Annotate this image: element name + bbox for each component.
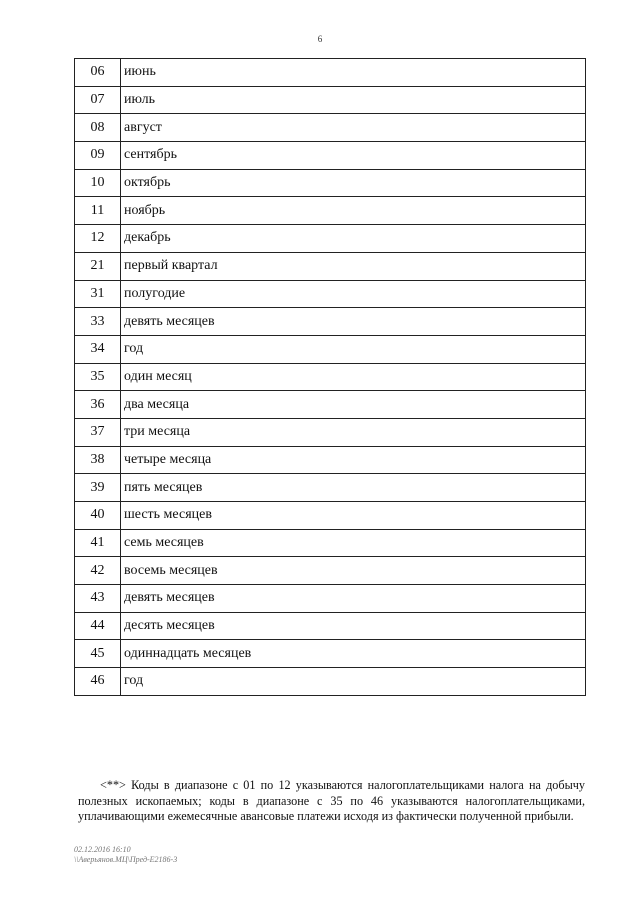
period-name-cell: десять месяцев	[121, 612, 586, 640]
table-row	[75, 474, 586, 502]
period-code-cell: 46	[75, 668, 121, 696]
period-code-cell: 33	[75, 308, 121, 336]
period-code-cell: 08	[75, 114, 121, 142]
period-name-cell: один месяц	[121, 363, 586, 391]
table-row	[75, 225, 586, 253]
period-code-cell: 34	[75, 335, 121, 363]
period-name-cell: полугодие	[121, 280, 586, 308]
period-name-cell: три месяца	[121, 418, 586, 446]
table-row	[75, 391, 586, 419]
period-name-cell: восемь месяцев	[121, 557, 586, 585]
period-name-cell: октябрь	[121, 169, 586, 197]
table-row	[75, 169, 586, 197]
period-name-cell: август	[121, 114, 586, 142]
table-row	[75, 59, 586, 87]
table-row	[75, 142, 586, 170]
page-number: 6	[317, 34, 323, 44]
table-row	[75, 612, 586, 640]
period-code-cell: 07	[75, 86, 121, 114]
table-row	[75, 557, 586, 585]
period-codes-table	[74, 58, 586, 696]
period-code-cell: 35	[75, 363, 121, 391]
table-row	[75, 335, 586, 363]
period-code-cell: 12	[75, 225, 121, 253]
table-row	[75, 252, 586, 280]
table-row	[75, 529, 586, 557]
period-code-cell: 37	[75, 418, 121, 446]
stamp-path: \\Аверьянов.МЦ\Пред-Е2186-3	[74, 855, 178, 864]
table-row	[75, 114, 586, 142]
table-row	[75, 86, 586, 114]
period-name-cell: девять месяцев	[121, 585, 586, 613]
period-name-cell: июнь	[121, 59, 586, 87]
period-code-cell: 09	[75, 142, 121, 170]
period-code-cell: 40	[75, 502, 121, 530]
table-row	[75, 585, 586, 613]
table-row	[75, 197, 586, 225]
period-name-cell: сентябрь	[121, 142, 586, 170]
period-code-cell: 41	[75, 529, 121, 557]
period-name-cell: пять месяцев	[121, 474, 586, 502]
footnote: <**> Коды в диапазоне с 01 по 12 указываются налогоплательщиками налога на добычу полезных ископаемых; коды в диапазоне с 35 по 46 указываются налогоплательщиками, уплачивающими ежемесячные авансовые платежи исходя из фактически полученной прибыли.	[78, 778, 585, 824]
period-name-cell: девять месяцев	[121, 308, 586, 336]
print-stamp	[74, 845, 177, 865]
table-row	[75, 446, 586, 474]
period-name-cell: ноябрь	[121, 197, 586, 225]
period-code-cell: 43	[75, 585, 121, 613]
stamp-datetime: 02.12.2016 16:10	[74, 845, 131, 854]
table-row	[75, 418, 586, 446]
period-name-cell: июль	[121, 86, 586, 114]
table-row	[75, 363, 586, 391]
period-code-cell: 21	[75, 252, 121, 280]
period-code-cell: 11	[75, 197, 121, 225]
period-code-cell: 10	[75, 169, 121, 197]
period-name-cell: два месяца	[121, 391, 586, 419]
period-name-cell: четыре месяца	[121, 446, 586, 474]
period-code-cell: 39	[75, 474, 121, 502]
period-name-cell: год	[121, 668, 586, 696]
period-name-cell: одиннадцать месяцев	[121, 640, 586, 668]
period-name-cell: год	[121, 335, 586, 363]
table-row	[75, 308, 586, 336]
period-name-cell: шесть месяцев	[121, 502, 586, 530]
table-row	[75, 640, 586, 668]
period-code-cell: 44	[75, 612, 121, 640]
period-code-cell: 42	[75, 557, 121, 585]
table-row	[75, 668, 586, 696]
period-code-cell: 45	[75, 640, 121, 668]
period-code-cell: 36	[75, 391, 121, 419]
period-code-cell: 31	[75, 280, 121, 308]
period-code-cell: 38	[75, 446, 121, 474]
table-row	[75, 502, 586, 530]
period-code-cell: 06	[75, 59, 121, 87]
period-name-cell: декабрь	[121, 225, 586, 253]
period-name-cell: первый квартал	[121, 252, 586, 280]
table-row	[75, 280, 586, 308]
period-name-cell: семь месяцев	[121, 529, 586, 557]
